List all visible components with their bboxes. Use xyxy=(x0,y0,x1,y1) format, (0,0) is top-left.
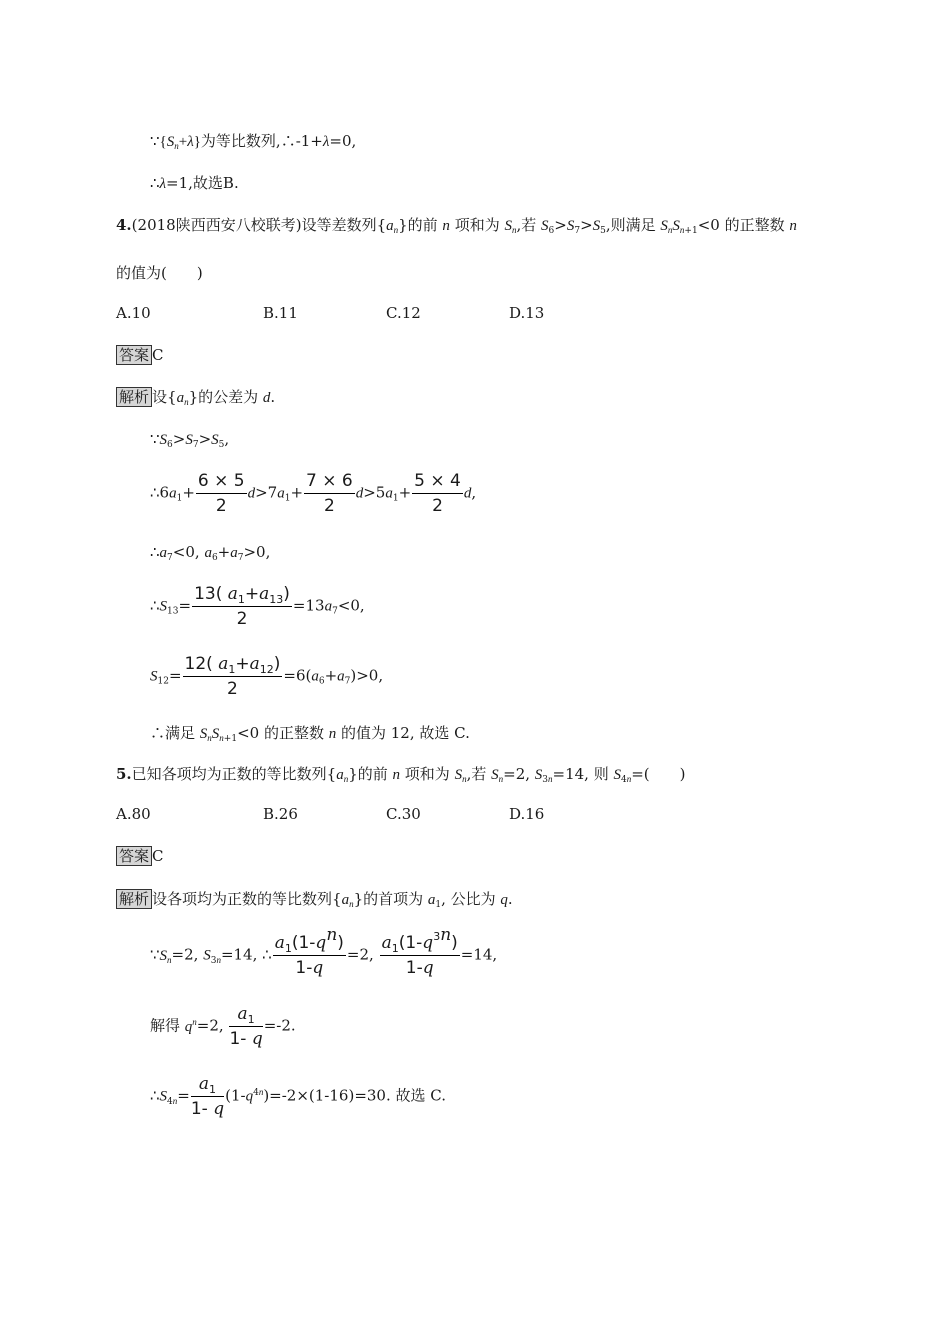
q4-option-d: D.13 xyxy=(509,304,545,322)
answer-tag: 答案 xyxy=(116,345,152,365)
q5-answer: C xyxy=(152,847,164,865)
q3-solution-line-1: $\because\{S_n+\lambda\}$为等比数列,∴-1+λ=0, xyxy=(150,132,357,151)
answer-tag: 答案 xyxy=(116,846,152,866)
q4-answer-line xyxy=(116,344,164,366)
q3-solution-line-2: ∴λ=1,故选B. xyxy=(150,174,239,192)
fraction: $\frac{12( a_1+a_{12})}{2}$ xyxy=(184,654,281,699)
q4-option-c: C.12 xyxy=(386,304,421,322)
analysis-tag: 解析 xyxy=(116,387,152,407)
q5-solve-prefix: 解得 xyxy=(150,1016,181,1035)
q4-step-5: $S_{12}=$ $\frac{12( a_1+a_{12})}{2}$ $=6(a_6+a_7)>0$, xyxy=(150,654,384,699)
q5-step-2: 解得 $q^n=2$, $\frac{a_1}{1- q}$ =-2. xyxy=(150,1004,296,1049)
q5-analysis-line: 解析 设各项均为正数的等比数列$\{a_n\}$的首项为 $a_1$, 公比为 q. xyxy=(116,888,513,911)
q4-number: 4. xyxy=(116,216,132,234)
q4-answer: C xyxy=(152,346,164,364)
q5-step-1: $\because S_n=2$, $S_{3n}=14$, ∴ $\frac{a_1(1-q^n)}{1-q}$ =2, $\frac{a_1(1-q^{3n})}{1-q}$ =14, xyxy=(150,925,498,978)
q5-step-3: $\therefore S_{4n}=$ $\frac{a_1}{1- q}$ $(1-q^{4n})=-2\times(1-16)=30$. 故选 C. xyxy=(150,1074,446,1119)
fraction: $\frac{a_1}{1- q}$ xyxy=(190,1074,225,1119)
fraction: $\frac{5 \times 4}{2}$ xyxy=(414,471,461,516)
q4-stem-line-2: 的值为( ) xyxy=(116,264,203,282)
q5-option-d: D.16 xyxy=(509,805,545,823)
q5-stem: 5.已知各项均为正数的等比数列$\{a_n\}$的前 n 项和为 $S_n$,若 $S_n=2$, $S_{3n}=14$, 则 $S_{4n}=$( ) xyxy=(116,765,686,785)
q5-number: 5. xyxy=(116,765,132,783)
q4-source: (2018陕西西安八校联考) xyxy=(131,216,302,234)
q4-step-1: $\because S_6>S_7>S_5$, xyxy=(150,430,230,450)
fraction: $\frac{a_1(1-q^{3n})}{1-q}$ xyxy=(381,925,458,978)
q4-step-3: $\therefore a_7<0$, $a_6+a_7>0$, xyxy=(150,543,271,563)
q4-option-a: A.10 xyxy=(116,304,151,322)
analysis-tag: 解析 xyxy=(116,889,152,909)
q5-option-a: A.80 xyxy=(116,805,151,823)
q4-step-4: $\therefore S_{13}=$ $\frac{13( a_1+a_{13})}{2}$ $=13a_7<0$, xyxy=(150,584,365,629)
q4-step-2: $\therefore 6a_1+$ $\frac{6 \times 5}{2}$ $d>7a_1+$ $\frac{7 \times 6}{2}$ $d>5a_1+$ $\frac{5 \times 4}{2}$ d, xyxy=(150,471,477,516)
q4-conclusion: ∴满足 $S_nS_{n+1}<0$ 的正整数 n 的值为 12, 故选 C. xyxy=(150,724,470,744)
fraction: $\frac{a_1(1-q^n)}{1-q}$ xyxy=(274,925,344,978)
fraction: $\frac{6 \times 5}{2}$ xyxy=(197,471,245,516)
fraction: $\frac{7 \times 6}{2}$ xyxy=(306,471,353,516)
fraction: $\frac{a_1}{1- q}$ xyxy=(229,1004,263,1049)
q5-option-b: B.26 xyxy=(263,805,298,823)
q4-option-b: B.11 xyxy=(263,304,298,322)
q4-analysis-line: 解析 设$\{a_n\}$的公差为 d. xyxy=(116,386,275,409)
fraction: $\frac{13( a_1+a_{13})}{2}$ xyxy=(194,584,290,629)
q5-answer-line xyxy=(116,845,164,867)
q5-option-c: C.30 xyxy=(386,805,421,823)
q4-stem-line-1: 4.(2018陕西西安八校联考)设等差数列$\{a_n\}$的前 n 项和为 $S_n$,若 $S_6>S_7>S_5$,则满足 $S_nS_{n+1}<0$ 的正整数 n xyxy=(116,216,797,236)
